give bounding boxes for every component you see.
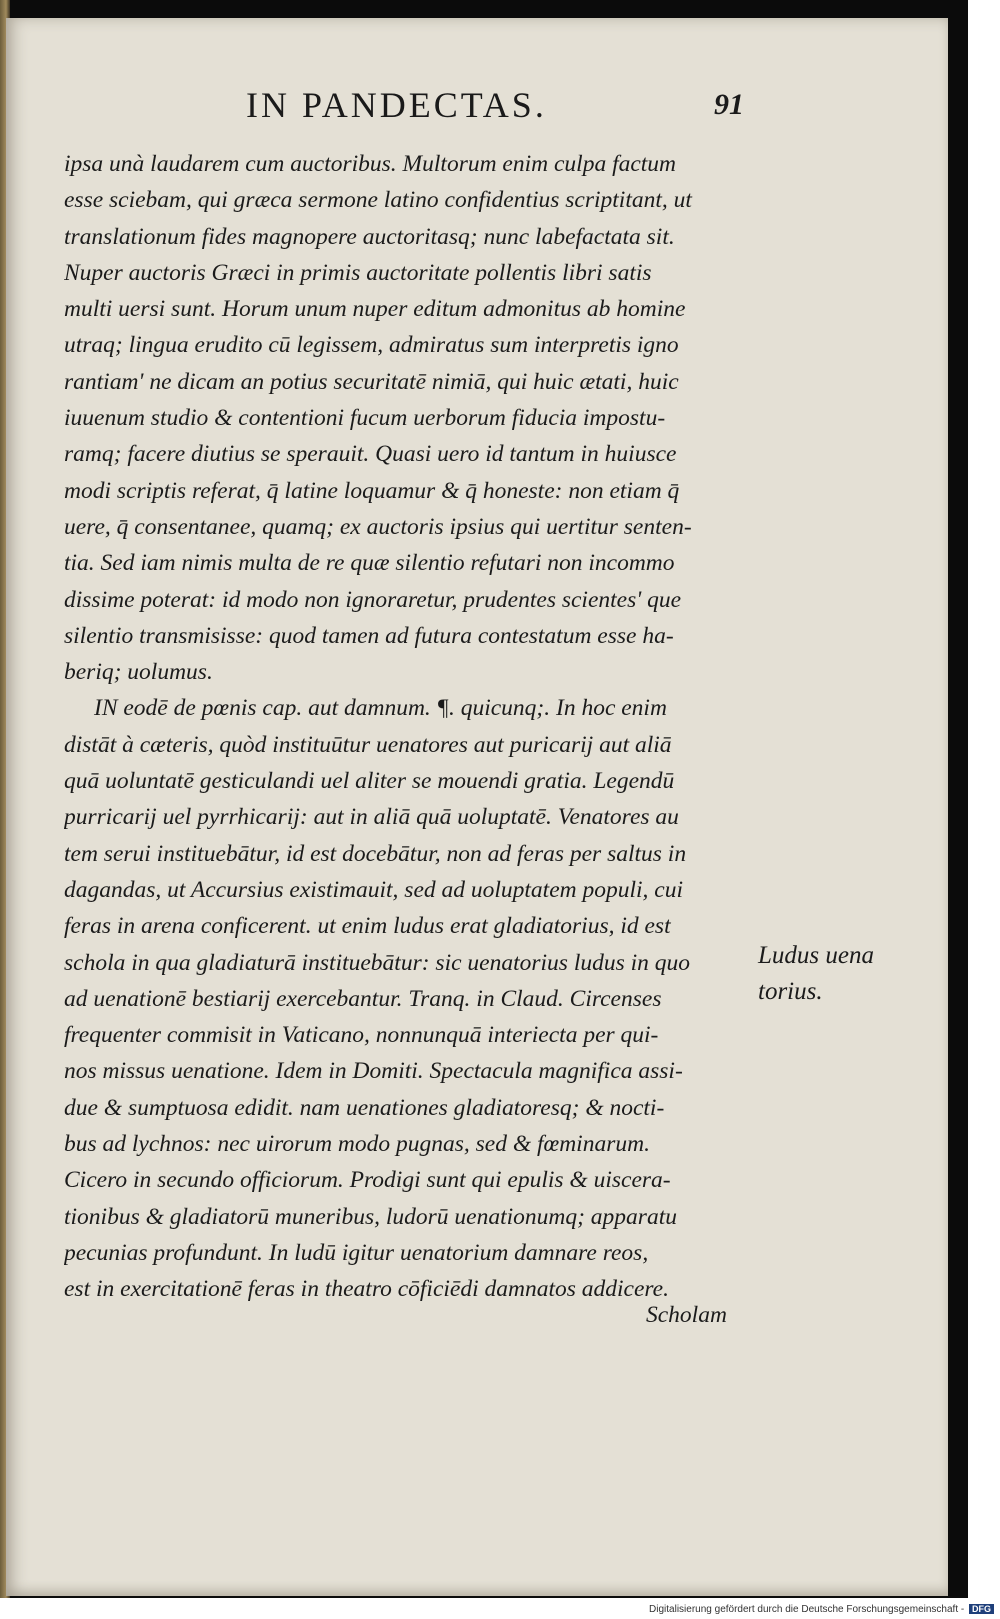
- text-line: Cicero in secundo officiorum. Prodigi sunt qui epulis & uiscera-: [64, 1167, 671, 1194]
- credit-text: Digitalisierung gefördert durch die Deutsche Forschungsgemeinschaft -: [649, 1604, 965, 1615]
- text-line: dissime poterat: id modo non ignoraretur, prudentes scientes' que: [64, 586, 682, 613]
- text-line: tia. Sed iam nimis multa de re quæ silentio refutari non incommo: [64, 550, 675, 577]
- text-line: due & sumptuosa edidit. nam uenationes gladiatoresq; & nocti-: [64, 1094, 665, 1121]
- text-line: rantiam' ne dicam an potius securitatē nimiā, qui huic ætati, huic: [64, 368, 679, 395]
- text-line: utraq; lingua erudito cū legissem, admiratus sum interpretis igno: [64, 332, 679, 359]
- body-text: [64, 146, 754, 1308]
- text-line: multi uersi sunt. Horum unum nuper editum admonitus ab homine: [64, 296, 686, 323]
- text-line: silentio transmisisse: quod tamen ad futura contestatum esse ha-: [64, 622, 674, 649]
- margin-note-line: Ludus uena: [758, 942, 874, 969]
- text-line: distāt à cæteris, quòd instituūtur uenatores aut puricarij aut aliā: [64, 731, 672, 758]
- running-head: IN PANDECTAS.: [246, 85, 547, 125]
- text-line: feras in arena conficerent. ut enim ludus erat gladiatorius, id est: [64, 913, 671, 940]
- text-line: iuuenum studio & contentioni fucum uerborum fiducia impostu-: [64, 405, 666, 432]
- text-line: pecunias profundunt. In ludū igitur uenatorium damnare reos,: [64, 1239, 649, 1266]
- text-line: quā uoluntatē gesticulandi uel aliter se mouendi gratia. Legendū: [64, 768, 675, 795]
- text-line: schola in qua gladiaturā instituebātur: sic uenatorius ludus in quo: [64, 949, 691, 976]
- dfg-logo: DFG: [969, 1604, 994, 1614]
- text-line: dagandas, ut Accursius existimauit, sed ad uoluptatem populi, cui: [64, 876, 684, 903]
- text-line: ramq; facere diutius se sperauit. Quasi uero id tantum in huiusce: [64, 441, 677, 468]
- text-line: esse sciebam, qui græca sermone latino confidentius scriptitant, ut: [64, 187, 692, 214]
- folio-number: 91: [714, 88, 744, 121]
- margin-note: [758, 938, 874, 1010]
- text-line: purricarij uel pyrrhicarij: aut in aliā quā uoluptatē. Venatores au: [64, 804, 679, 831]
- text-line: uere, q̄ consentanee, quamq; ex auctoris ipsius qui uertitur senten-: [64, 513, 692, 540]
- text-line: bus ad lychnos: nec uirorum modo pugnas, sed & fœminarum.: [64, 1131, 650, 1158]
- digitization-credit: [649, 1604, 994, 1615]
- book-page: [6, 18, 948, 1596]
- text-line: ipsa unà laudarem cum auctoribus. Multorum enim culpa factum: [64, 151, 677, 177]
- text-line: tem serui instituebātur, id est docebātur, non ad feras per saltus in: [64, 840, 687, 867]
- text-line: translationum fides magnopere auctoritasq; nunc labefactata sit.: [64, 223, 675, 250]
- text-line: tionibus & gladiatorū muneribus, ludorū uenationumq; apparatu: [64, 1203, 677, 1230]
- text-line: ad uenationē bestiarij exercebantur. Tranq. in Claud. Circenses: [64, 985, 662, 1012]
- margin-note-line: torius.: [758, 978, 823, 1005]
- catchword: Scholam: [646, 1302, 727, 1328]
- text-line: est in exercitationē feras in theatro cōficiēdi damnatos addicere.: [64, 1276, 669, 1303]
- text-line: beriq; uolumus.: [64, 659, 213, 686]
- paragraph-start-line: IN eodē de pœnis cap. aut damnum. ¶. quicunq;. In hoc enim: [94, 695, 667, 722]
- text-line: Nuper auctoris Græci in primis auctoritate pollentis libri satis: [64, 259, 652, 286]
- text-line: nos missus uenatione. Idem in Domiti. Spectacula magnifica assi-: [64, 1058, 683, 1085]
- text-line: frequenter commisit in Vaticano, nonnunquā interiecta per qui-: [64, 1022, 659, 1049]
- text-line: modi scriptis referat, q̄ latine loquamur & q̄ honeste: non etiam q̄: [64, 477, 680, 504]
